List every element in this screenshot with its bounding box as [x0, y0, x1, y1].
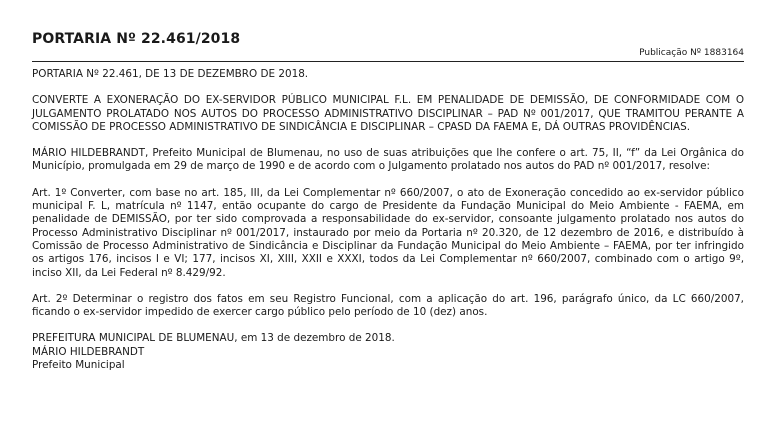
preamble-paragraph: MÁRIO HILDEBRANDT, Prefeito Municipal de Blumenau, no uso de suas atribuições que lhe confere o art. 75, II, “f” da Lei Orgânica do Município, promulgada em 29 de março de 1990 e de acordo com o Julgamento prolatado nos autos do PAD nº 001/2017, resolve: — [32, 147, 744, 173]
article-2-paragraph: Art. 2º Determinar o registro dos fatos em seu Registro Funcional, com a aplicação do art. 196, parágrafo único, da LC 660/2007, ficando o ex-servidor impedido de exercer cargo público pelo período de 10 (dez) anos. — [32, 292, 744, 319]
header-divider — [32, 61, 744, 62]
signature-place-date: PREFEITURA MUNICIPAL DE BLUMENAU, em 13 de dezembro de 2018. — [32, 332, 395, 345]
document-title: PORTARIA Nº 22.461/2018 — [32, 31, 241, 47]
signature-name: MÁRIO HILDEBRANDT — [32, 345, 145, 358]
signature-block — [32, 332, 744, 372]
publication-number: Publicação Nº 1883164 — [639, 48, 744, 58]
document-body — [32, 68, 744, 372]
ementa-paragraph: CONVERTE A EXONERAÇÃO DO EX-SERVIDOR PÚBLICO MUNICIPAL F.L. EM PENALIDADE DE DEMISSÃO, DE CONFORMIDADE COM O JULGAMENTO PROLATADO NOS AUTOS DO PROCESSO ADMINISTRATIVO DISCIPLINAR – PAD Nº 001/2017, QUE TRAMITOU PERANTE A COMISSÃO DE PROCESSO ADMINISTRATIVO DE SINDICÂNCIA E DISCIPLINAR – CPASD DA FAEMA E, DÁ OUTRAS PROVIDÊNCIAS. — [32, 94, 744, 133]
intro-line: PORTARIA Nº 22.461, DE 13 DE DEZEMBRO DE 2018. — [32, 68, 309, 80]
signature-role: Prefeito Municipal — [32, 359, 125, 372]
article-1-paragraph: Art. 1º Converter, com base no art. 185, III, da Lei Complementar nº 660/2007, o ato de Exoneração concedido ao ex-servidor público municipal F. L, matrícula nº 1147, então ocupante do cargo de Presidente da Fundação Municipal do Meio Ambiente - FAEMA, em penalidade de DEMISSÃO, por ter sido comprovada a responsabilidade do ex-servidor, consoante julgamento prolatado nos autos do Processo Administrativo Disciplinar nº 001/2017, instaurado por meio da Portaria nº 20.320, de 12 dezembro de 2016, e distribuído à Comissão de Processo Administrativo de Sindicância e Disciplinar da Fundação Municipal do Meio Ambiente – FAEMA, por ter infringido os artigos 176, incisos I e VI; 177, incisos XI, XIII, XXII e XXXI, todos da Lei Complementar nº 660/2007, combinado com o artigo 9º, inciso XII, da Lei Federal nº 8.429/92. — [32, 186, 744, 279]
